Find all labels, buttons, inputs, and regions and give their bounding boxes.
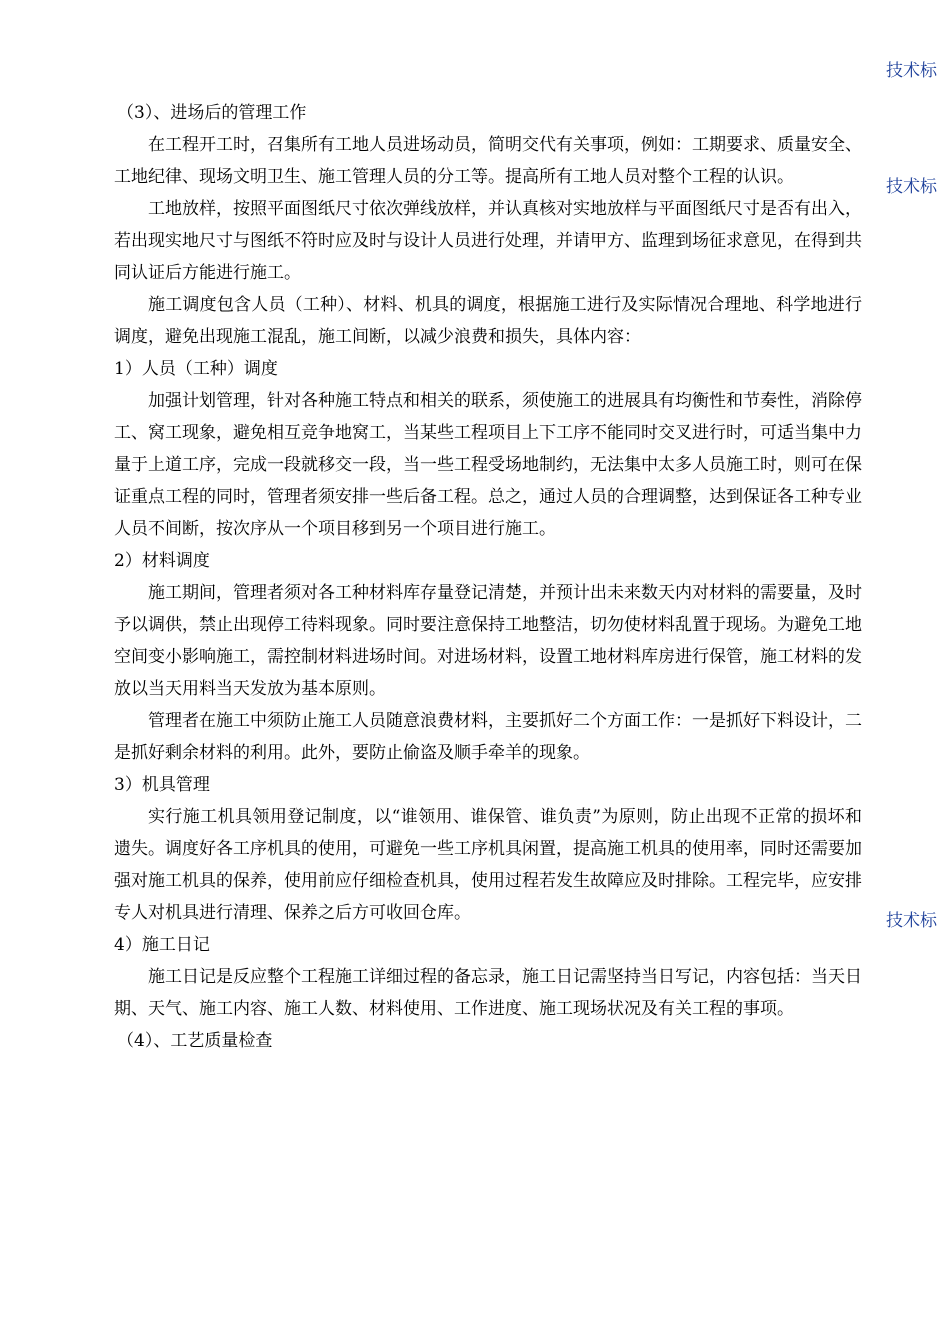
paragraph: 实行施工机具领用登记制度，以“谁领用、谁保管、谁负责”为原则，防止出现不正常的损坏和遗失。调度好各工序机具的使用，可避免一些工序机具闲置，提高施工机具的使用率，同时还需要加强对施工机具的保养，使用前应仔细检查机具，使用过程若发生故障应及时排除。工程完毕，应安排专人对机具进行清理、保养之后方可收回仓库。 [114,807,862,923]
section-heading: （3）、进场后的管理工作 [117,103,307,123]
paragraph: 在工程开工时，召集所有工地人员进场动员，简明交代有关事项，例如：工期要求、质量安全、工地纪律、现场文明卫生、施工管理人员的分工等。提高所有工地人员对整个工程的认识。 [114,135,862,187]
subsection-heading: 2）材料调度 [114,551,210,571]
subsection-heading: 3）机具管理 [114,775,210,795]
section-heading: （4）、工艺质量检查 [117,1031,273,1051]
margin-note: 技术标 [886,177,937,197]
subsection-heading: 1）人员（工种）调度 [114,359,278,379]
margin-note: 技术标 [886,61,937,81]
paragraph: 施工调度包含人员（工种）、材料、机具的调度，根据施工进行及实际情况合理地、科学地进行调度，避免出现施工混乱，施工间断，以减少浪费和损失，具体内容： [114,295,862,347]
document-body [114,97,862,1057]
paragraph: 施工日记是反应整个工程施工详细过程的备忘录，施工日记需坚持当日写记，内容包括：当天日期、天气、施工内容、施工人数、材料使用、工作进度、施工现场状况及有关工程的事项。 [114,967,862,1019]
paragraph: 工地放样，按照平面图纸尺寸依次弹线放样，并认真核对实地放样与平面图纸尺寸是否有出入，若出现实地尺寸与图纸不符时应及时与设计人员进行处理，并请甲方、监理到场征求意见，在得到共同认证后方能进行施工。 [114,199,862,283]
paragraph: 施工期间，管理者须对各工种材料库存量登记清楚，并预计出未来数天内对材料的需要量，及时予以调供，禁止出现停工待料现象。同时要注意保持工地整洁，切勿使材料乱置于现场。为避免工地空间变小影响施工，需控制材料进场时间。对进场材料，设置工地材料库房进行保管，施工材料的发放以当天用料当天发放为基本原则。 [114,583,862,699]
paragraph: 管理者在施工中须防止施工人员随意浪费材料，主要抓好二个方面工作：一是抓好下料设计，二是抓好剩余材料的利用。此外，要防止偷盗及顺手牵羊的现象。 [114,711,862,763]
margin-note: 技术标 [886,911,937,931]
paragraph: 加强计划管理，针对各种施工特点和相关的联系，须使施工的进展具有均衡性和节奏性，消除停工、窝工现象，避免相互竞争地窝工，当某些工程项目上下工序不能同时交叉进行时，可适当集中力量于上道工序，完成一段就移交一段，当一些工程受场地制约，无法集中太多人员施工时，则可在保证重点工程的同时，管理者须安排一些后备工程。总之，通过人员的合理调整，达到保证各工种专业人员不间断，按次序从一个项目移到另一个项目进行施工。 [114,391,862,539]
subsection-heading: 4）施工日记 [114,935,210,955]
